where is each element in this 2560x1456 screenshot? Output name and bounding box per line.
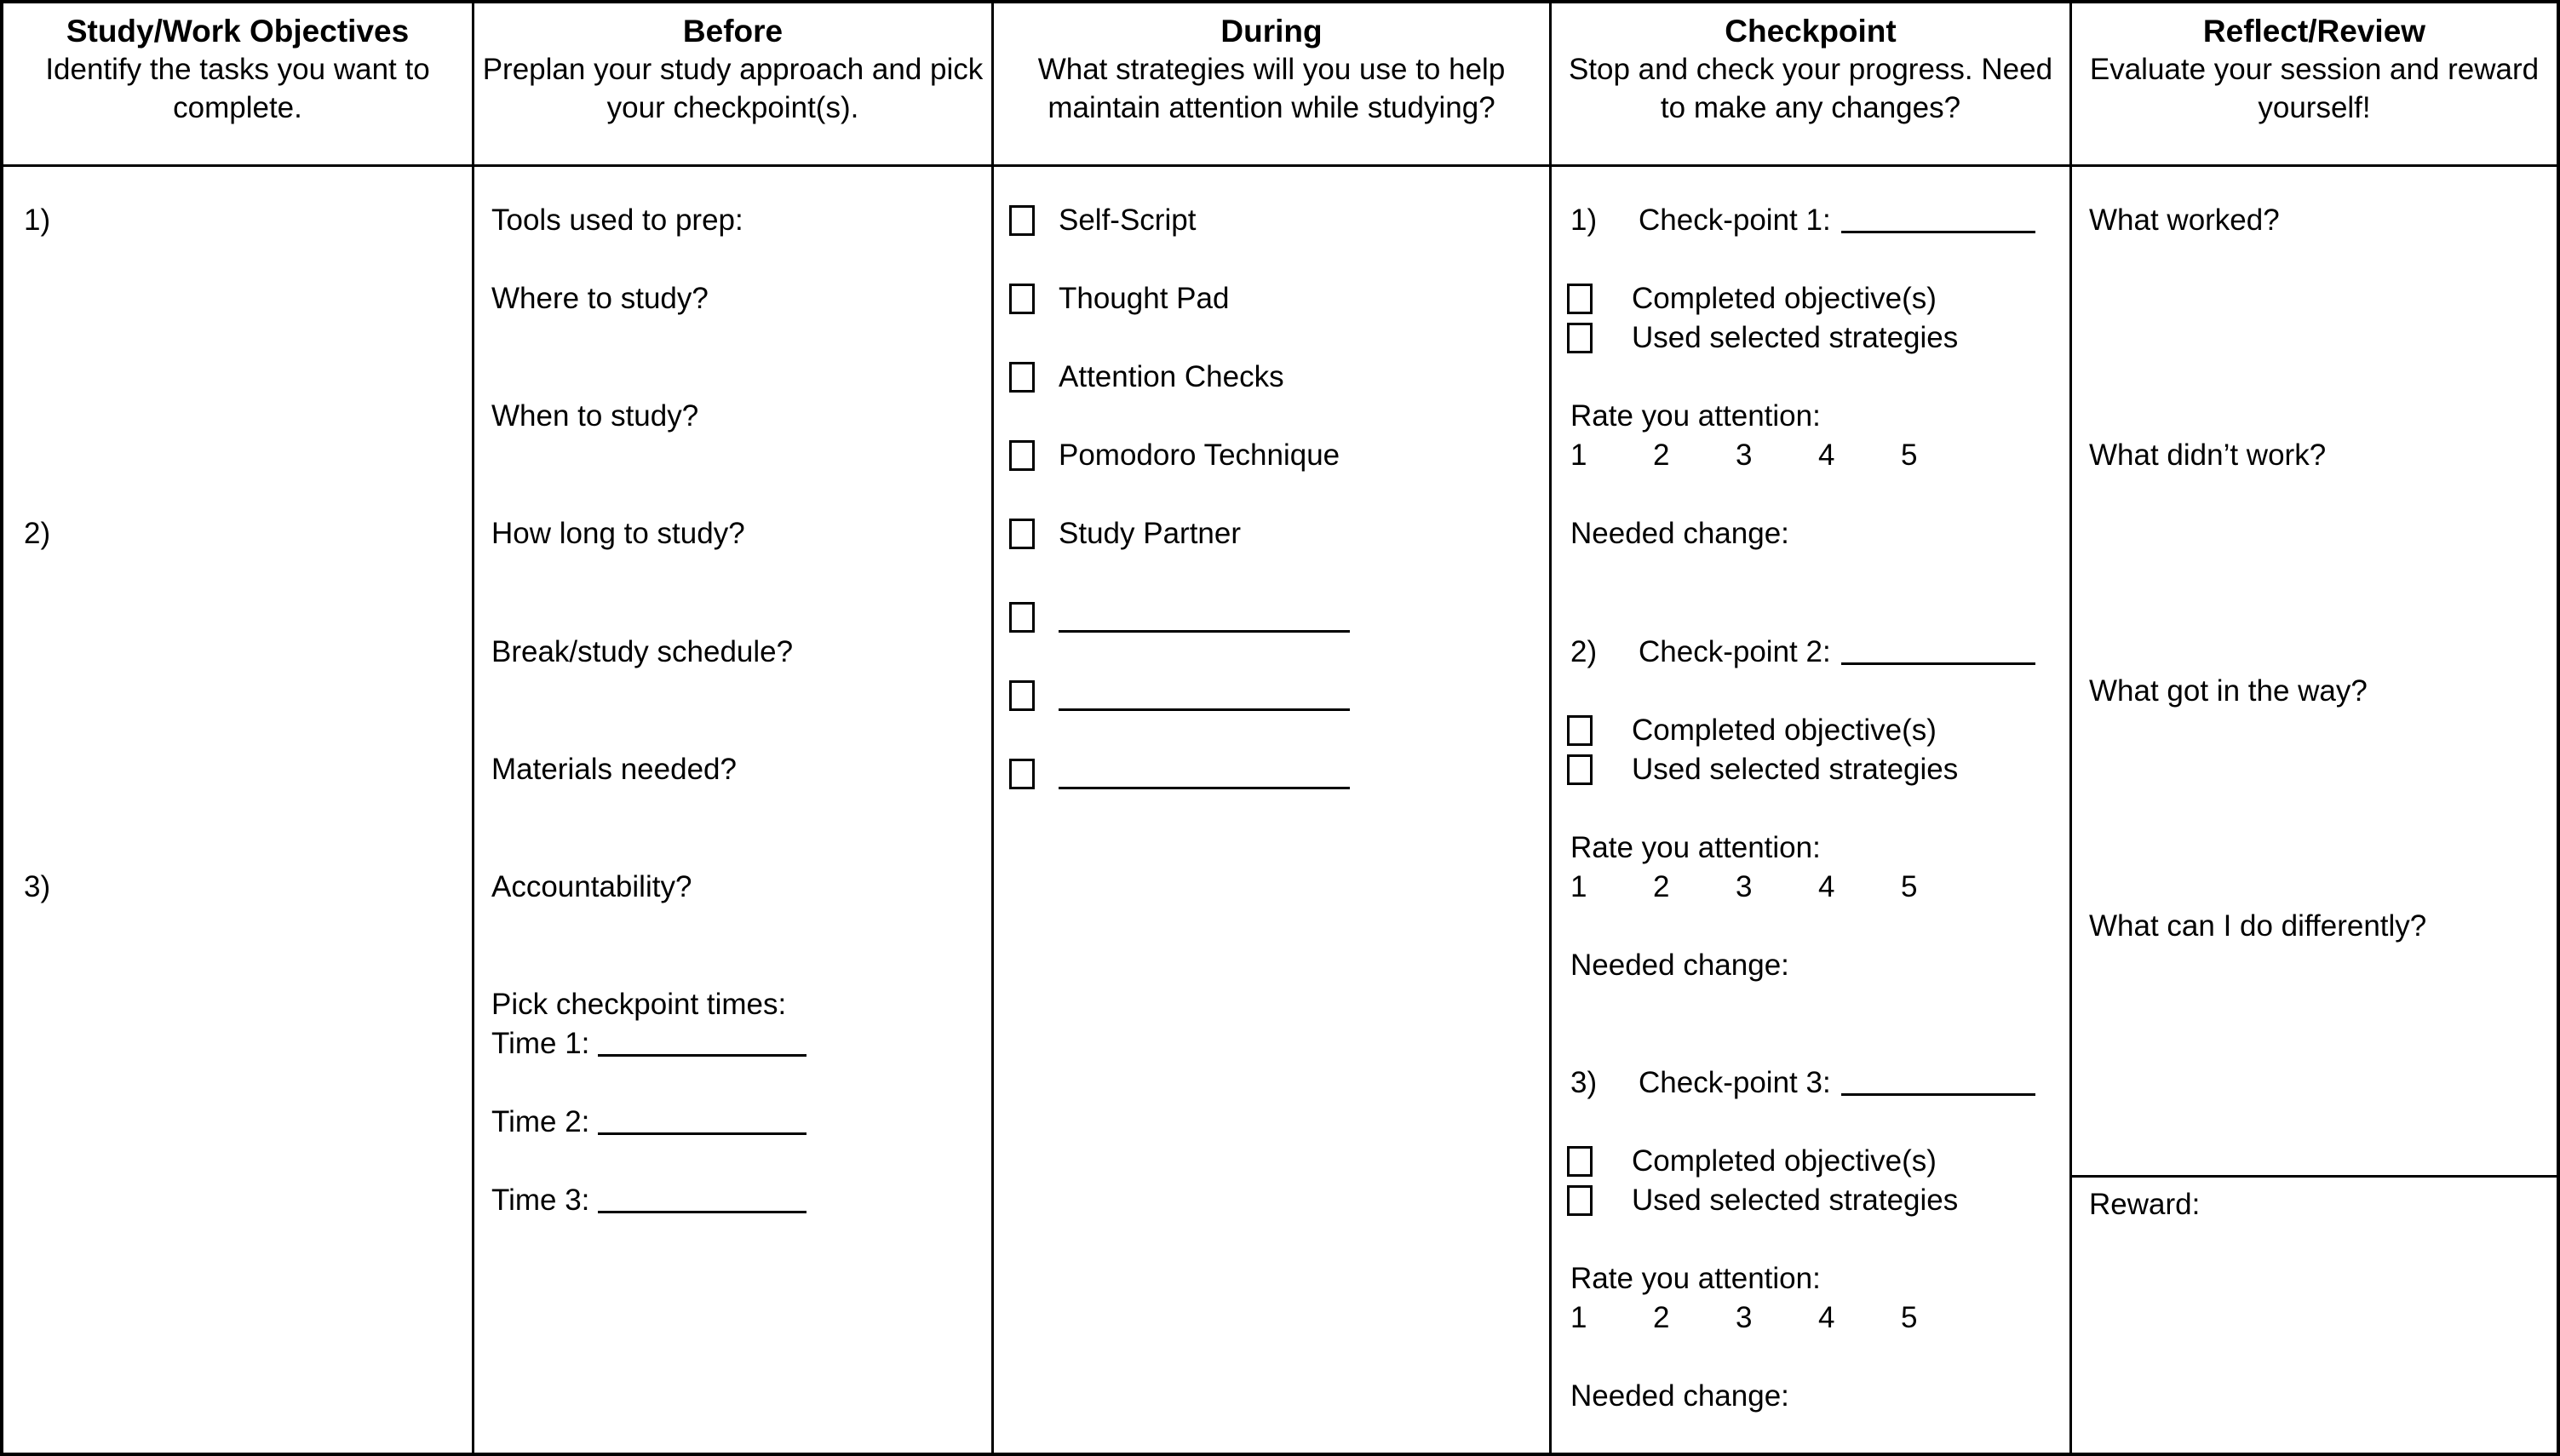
rating-1[interactable]: 1 <box>1570 1301 1587 1334</box>
header-during-subtitle: What strategies will you use to help maintain attention while studying? <box>1037 53 1506 124</box>
reflect-column <box>2072 167 2557 1453</box>
header-checkpoint-subtitle: Stop and check your progress. Need to make any changes? <box>1568 53 2053 124</box>
rating-3[interactable]: 3 <box>1736 870 1753 903</box>
pomodoro-label: Pomodoro Technique <box>1059 439 1340 472</box>
time-3-row <box>474 1181 991 1220</box>
reward-label: Reward: <box>2089 1188 2201 1221</box>
objective-3-number <box>3 868 472 907</box>
rating-1[interactable]: 1 <box>1570 439 1587 472</box>
checkpoint-2-strategies-checkbox[interactable] <box>1567 754 1593 785</box>
checkpoint-1-completed-checkbox[interactable] <box>1567 284 1593 314</box>
rating-5[interactable]: 5 <box>1901 1301 1918 1334</box>
checkpoint-2-strategies-label: Used selected strategies <box>1632 753 1959 786</box>
objective-1-number <box>3 201 472 240</box>
header-before-title: Before <box>682 14 783 49</box>
checkpoint-3-label: Check-point 3: <box>1639 1066 1831 1099</box>
rating-2[interactable]: 2 <box>1653 439 1670 472</box>
checkpoint-1-strategies-checkbox[interactable] <box>1567 323 1593 353</box>
checkpoint-2-rate-label: Rate you attention: <box>1570 831 1821 864</box>
time-2-field[interactable] <box>598 1109 806 1135</box>
header-objectives-subtitle: Identify the tasks you want to complete. <box>45 53 430 124</box>
rating-2[interactable]: 2 <box>1653 870 1670 903</box>
time-2-label: Time 2: <box>491 1105 590 1138</box>
question-what-got-in-way: What got in the way? <box>2089 674 2368 708</box>
prompt-pick-times: Pick checkpoint times: <box>491 988 787 1021</box>
checkpoint-3-completed-checkbox[interactable] <box>1567 1146 1593 1177</box>
strategy-blank-row-3 <box>994 750 1549 789</box>
header-checkpoint <box>1552 3 2072 167</box>
checkpoint-2-completed-checkbox[interactable] <box>1567 715 1593 746</box>
checkpoint-3-change-label: Needed change: <box>1570 1379 1789 1413</box>
pomodoro-checkbox[interactable] <box>1009 440 1035 471</box>
time-1-label: Time 1: <box>491 1027 590 1060</box>
time-3-label: Time 3: <box>491 1184 590 1217</box>
prompt-accountability: Accountability? <box>491 870 692 903</box>
time-1-field[interactable] <box>598 1031 806 1057</box>
checkpoint-1-label: Check-point 1: <box>1639 203 1831 237</box>
checkpoint-1-completed-row <box>1552 279 2069 318</box>
checkpoint-1-number: 1) <box>1570 203 1598 237</box>
checkpoint-2-rating-scale <box>1552 868 2069 907</box>
header-during-title: During <box>1220 14 1323 49</box>
rating-4[interactable]: 4 <box>1818 870 1835 903</box>
checkpoint-1-row <box>1552 201 2069 240</box>
time-3-field[interactable] <box>598 1188 806 1213</box>
prompt-break-schedule: Break/study schedule? <box>491 635 794 668</box>
rating-5[interactable]: 5 <box>1901 870 1918 903</box>
study-partner-label: Study Partner <box>1059 517 1241 550</box>
strategy-blank-row-2 <box>994 672 1549 711</box>
rating-3[interactable]: 3 <box>1736 439 1753 472</box>
checkpoint-1-rating-scale <box>1552 436 2069 475</box>
self-script-label: Self-Script <box>1059 203 1197 237</box>
prompt-materials: Materials needed? <box>491 753 737 786</box>
prompt-where: Where to study? <box>491 282 709 315</box>
strategy-study-partner-row <box>994 514 1549 553</box>
checkpoint-2-completed-label: Completed objective(s) <box>1632 714 1937 747</box>
strategy-attention-checks-row <box>994 358 1549 397</box>
blank-strategy-2-field[interactable] <box>1059 685 1350 711</box>
objective-2-number <box>3 514 472 553</box>
header-checkpoint-title: Checkpoint <box>1725 14 1897 49</box>
header-before <box>474 3 994 167</box>
checkpoint-3-strategies-label: Used selected strategies <box>1632 1184 1959 1217</box>
objective-1-label: 1) <box>24 203 51 237</box>
checkpoint-1-strategies-row <box>1552 318 2069 358</box>
thought-pad-label: Thought Pad <box>1059 282 1230 315</box>
checkpoint-1-field[interactable] <box>1841 208 2035 233</box>
strategy-self-script-row <box>994 201 1549 240</box>
objective-3-label: 3) <box>24 870 51 903</box>
header-reflect-subtitle: Evaluate your session and reward yourself! <box>2089 53 2540 124</box>
strategy-thought-pad-row <box>994 279 1549 318</box>
rating-2[interactable]: 2 <box>1653 1301 1670 1334</box>
blank-strategy-1-checkbox[interactable] <box>1009 602 1035 633</box>
attention-checks-label: Attention Checks <box>1059 360 1284 393</box>
thought-pad-checkbox[interactable] <box>1009 284 1035 314</box>
blank-strategy-3-checkbox[interactable] <box>1009 759 1035 789</box>
header-objectives-title: Study/Work Objectives <box>66 14 410 49</box>
header-before-subtitle: Preplan your study approach and pick your checkpoint(s). <box>482 53 984 124</box>
checkpoint-2-completed-row <box>1552 711 2069 750</box>
checkpoint-1-change-label: Needed change: <box>1570 517 1789 550</box>
checkpoint-3-rating-scale <box>1552 1298 2069 1338</box>
checkpoint-2-number: 2) <box>1570 635 1598 668</box>
objective-2-label: 2) <box>24 517 51 550</box>
checkpoint-2-label: Check-point 2: <box>1639 635 1831 668</box>
self-script-checkbox[interactable] <box>1009 205 1035 236</box>
study-partner-checkbox[interactable] <box>1009 519 1035 549</box>
question-do-differently: What can I do differently? <box>2089 909 2427 943</box>
prompt-how-long: How long to study? <box>491 517 745 550</box>
checkpoint-3-strategies-checkbox[interactable] <box>1567 1185 1593 1216</box>
rating-1[interactable]: 1 <box>1570 870 1587 903</box>
checkpoint-2-strategies-row <box>1552 750 2069 789</box>
before-column <box>474 167 994 1453</box>
header-reflect <box>2072 3 2557 167</box>
rating-3[interactable]: 3 <box>1736 1301 1753 1334</box>
checkpoint-1-completed-label: Completed objective(s) <box>1632 282 1937 315</box>
blank-strategy-2-checkbox[interactable] <box>1009 680 1035 711</box>
header-reflect-title: Reflect/Review <box>2202 14 2426 49</box>
time-1-row <box>474 1024 991 1063</box>
checkpoint-1-strategies-label: Used selected strategies <box>1632 321 1959 354</box>
checkpoint-3-field[interactable] <box>1841 1070 2035 1096</box>
checkpoint-3-number: 3) <box>1570 1066 1598 1099</box>
strategy-pomodoro-row <box>994 436 1549 475</box>
prompt-when: When to study? <box>491 399 699 433</box>
header-objectives <box>3 3 474 167</box>
blank-strategy-3-field[interactable] <box>1059 764 1350 789</box>
checkpoint-3-row <box>1552 1063 2069 1103</box>
question-what-worked: What worked? <box>2089 203 2280 237</box>
rating-5[interactable]: 5 <box>1901 439 1918 472</box>
checkpoint-2-row <box>1552 633 2069 672</box>
during-column <box>994 167 1552 1453</box>
rating-4[interactable]: 4 <box>1818 1301 1835 1334</box>
checkpoint-3-completed-label: Completed objective(s) <box>1632 1144 1937 1178</box>
header-during <box>994 3 1552 167</box>
question-what-didnt-work: What didn’t work? <box>2089 439 2327 472</box>
prompt-tools: Tools used to prep: <box>491 203 743 237</box>
attention-checks-checkbox[interactable] <box>1009 362 1035 393</box>
reward-label-row <box>2072 1185 2557 1224</box>
checkpoint-2-field[interactable] <box>1841 639 2035 665</box>
objectives-column <box>3 167 474 1453</box>
checkpoint-column <box>1552 167 2072 1453</box>
rating-4[interactable]: 4 <box>1818 439 1835 472</box>
checkpoint-2-change-label: Needed change: <box>1570 949 1789 982</box>
checkpoint-3-strategies-row <box>1552 1181 2069 1220</box>
checkpoint-1-rate-label: Rate you attention: <box>1570 399 1821 433</box>
strategy-blank-row-1 <box>994 593 1549 633</box>
checkpoint-3-completed-row <box>1552 1142 2069 1181</box>
reward-divider-line <box>2072 1175 2557 1178</box>
checkpoint-3-rate-label: Rate you attention: <box>1570 1262 1821 1295</box>
blank-strategy-1-field[interactable] <box>1059 607 1350 633</box>
time-2-row <box>474 1103 991 1142</box>
